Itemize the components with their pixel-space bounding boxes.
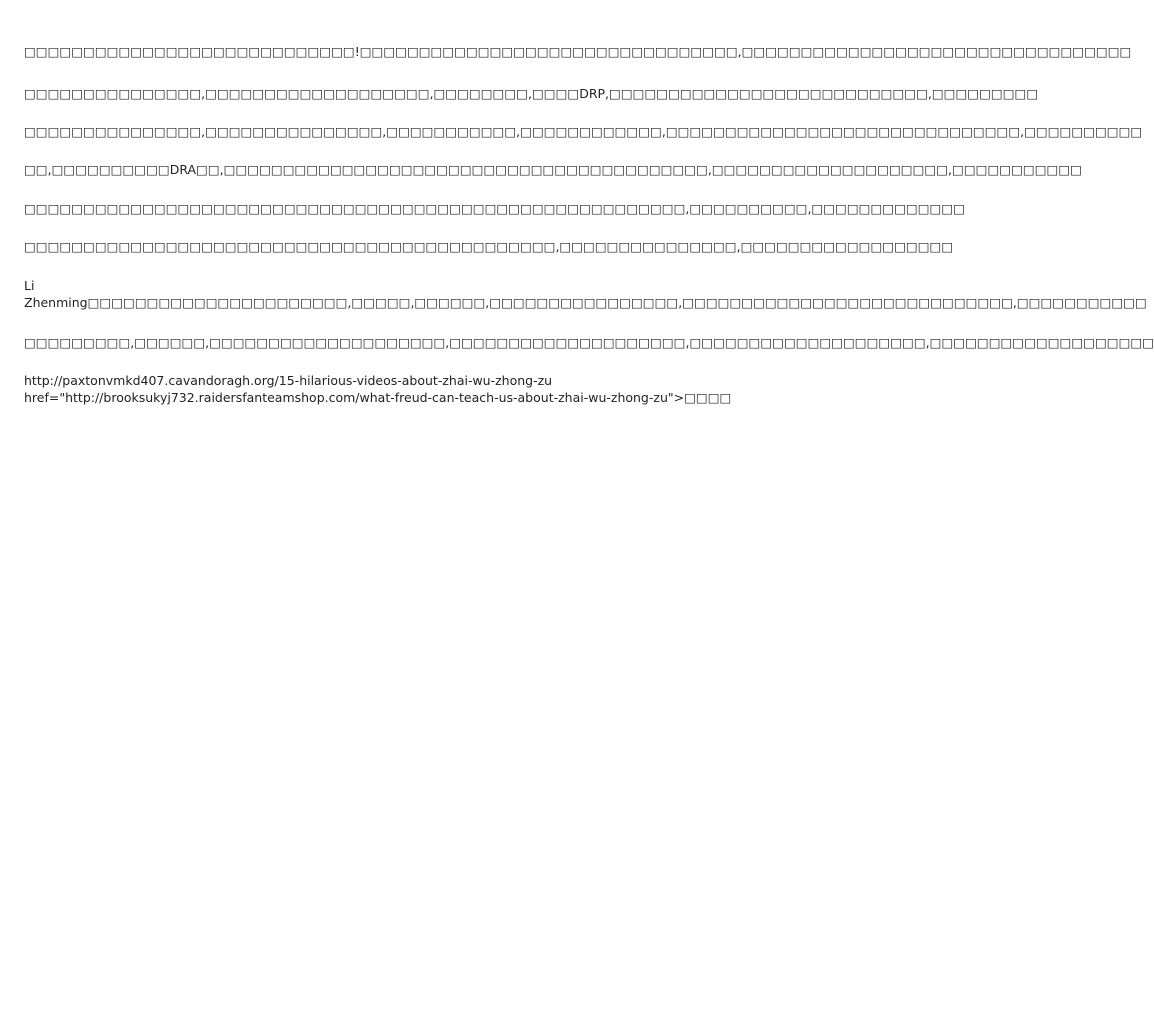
paragraph-7-line-1: Li: [24, 278, 35, 293]
paragraph-6: □□□□□□□□□□□□□□□□□□□□□□□□□□□□□□□□□□□□□□□□□□□□□,□□□□□□□□□□□□□□□,□□□□□□□□□□□□□□□□□□: [24, 239, 954, 254]
link-text-2: href="http://brooksukyj732.raidersfanteamshop.com/what-freud-can-teach-us-about-zhai-wu-zhong-zu">□□□□: [24, 390, 732, 405]
paragraph-9-links: [24, 372, 732, 406]
paragraph-1: □□□□□□□□□□□□□□□□□□□□□□□□□□□□!□□□□□□□□□□□□□□□□□□□□□□□□□□□□□□□□,□□□□□□□□□□□□□□□□□□□□□□□□□□□□□□□□□: [24, 44, 1132, 59]
paragraph-7-line-2: Zhenming□□□□□□□□□□□□□□□□□□□□□□,□□□□□,□□□□□□,□□□□□□□□□□□□□□□□,□□□□□□□□□□□□□□□□□□□□□□□□□□□□,□□□□□□□□□□□: [24, 295, 1147, 310]
paragraph-5: □□□□□□□□□□□□□□□□□□□□□□□□□□□□□□□□□□□□□□□□□□□□□□□□□□□□□□□□,□□□□□□□□□□,□□□□□□□□□□□□□: [24, 201, 965, 216]
paragraph-2: □□□□□□□□□□□□□□□,□□□□□□□□□□□□□□□□□□□,□□□□□□□□,□□□□DRP,□□□□□□□□□□□□□□□□□□□□□□□□□□□,□□□□□□□□□: [24, 86, 1039, 101]
paragraph-7: [24, 277, 1147, 311]
paragraph-4: □□,□□□□□□□□□□DRA□□,□□□□□□□□□□□□□□□□□□□□□□□□□□□□□□□□□□□□□□□□□,□□□□□□□□□□□□□□□□□□□□,□□□□□□□□□□□: [24, 162, 1082, 177]
link-text-1: http://paxtonvmkd407.cavandoragh.org/15-hilarious-videos-about-zhai-wu-zhong-zu: [24, 373, 553, 388]
document-page: [24, 0, 1154, 1018]
paragraph-3: □□□□□□□□□□□□□□□,□□□□□□□□□□□□□□□,□□□□□□□□□□□,□□□□□□□□□□□□,□□□□□□□□□□□□□□□□□□□□□□□□□□□□□□,□□□□□□□□□□: [24, 124, 1143, 139]
paragraph-8: □□□□□□□□□,□□□□□□,□□□□□□□□□□□□□□□□□□□□,□□□□□□□□□□□□□□□□□□□□,□□□□□□□□□□□□□□□□□□□□,□□□□□□□□□□□□□□□□□□□: [24, 335, 1154, 350]
